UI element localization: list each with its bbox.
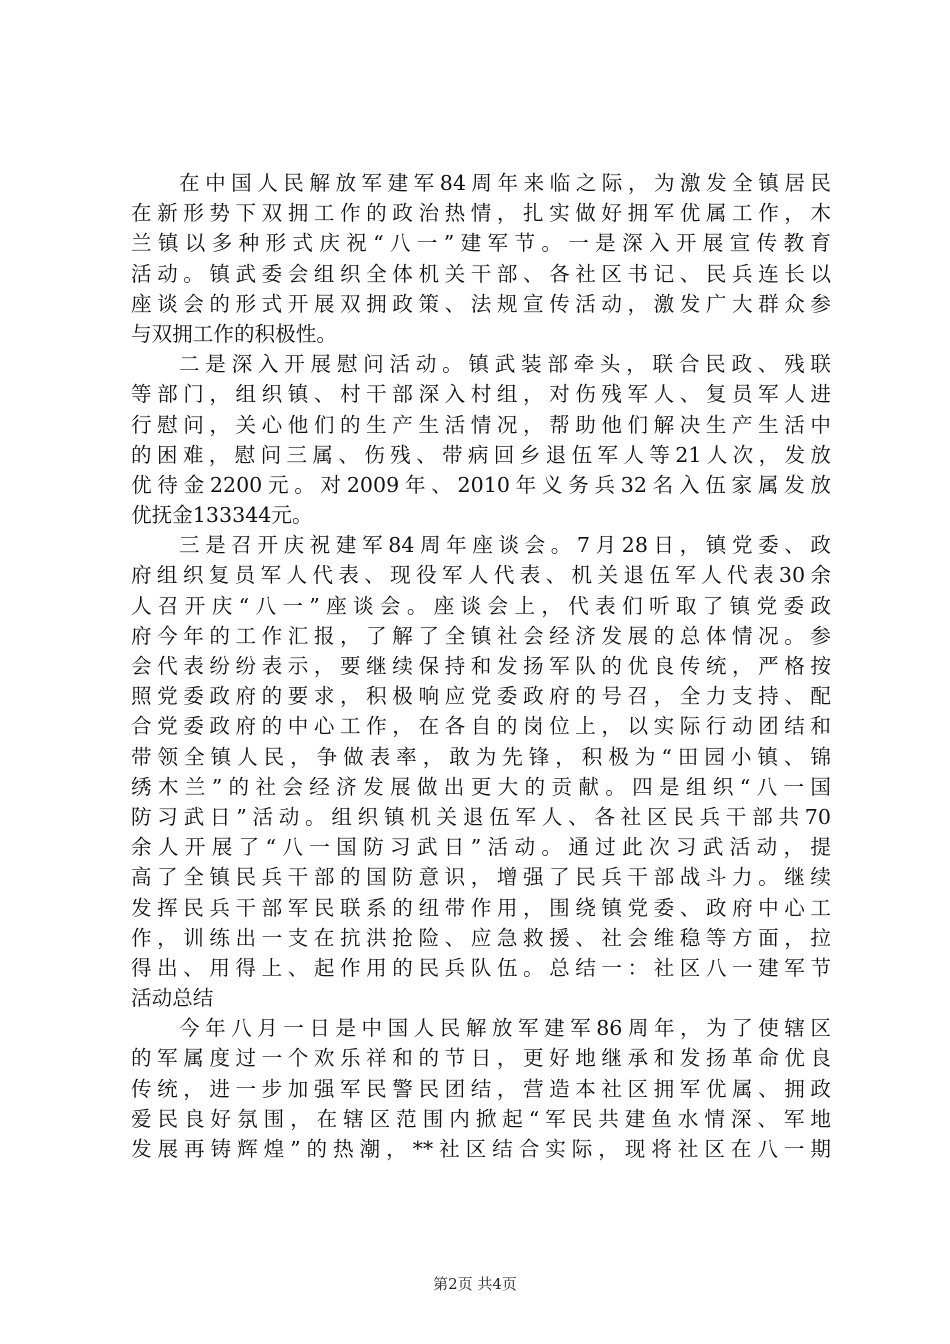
text-line: 绣木兰”的社会经济发展做出更大的贡献。四是组织“八一国 [131, 774, 831, 799]
text-line: 府组织复员军人代表、现役军人代表、机关退伍军人代表30余 [131, 563, 831, 588]
text-line: 会代表纷纷表示，要继续保持和发扬军队的优良传统，严格按 [131, 654, 831, 678]
text-line: 优抚金133344元。 [131, 503, 313, 528]
text-line: 在中国人民解放军建军84周年来临之际，为激发全镇居民 [179, 171, 831, 195]
text-line: 作，训练出一支在抗洪抢险、应急救援、社会维稳等方面，拉 [131, 925, 831, 950]
text-line: 人召开庆“八一”座谈会。座谈会上，代表们听取了镇党委政 [131, 593, 831, 618]
text-line: 活动总结 [131, 986, 214, 1011]
text-line: 得出、用得上、起作用的民兵队伍。总结一：社区八一建军节 [131, 955, 831, 980]
text-line: 在新形势下双拥工作的政治热情，扎实做好拥军优属工作，木 [131, 201, 831, 226]
text-line: 传统，进一步加强军民警民团结，营造本社区拥军优属、拥政 [131, 1076, 831, 1101]
text-line: 二是深入开展慰问活动。镇武装部牵头，联合民政、残联 [179, 352, 831, 377]
text-line: 府今年的工作汇报，了解了全镇社会经济发展的总体情况。参 [131, 623, 831, 648]
page-number-footer: 第2页 共4页 [433, 1275, 517, 1293]
text-line: 兰镇以多种形式庆祝“八一”建军节。一是深入开展宣传教育 [131, 231, 831, 256]
text-line: 合党委政府的中心工作，在各自的岗位上，以实际行动团结和 [131, 714, 831, 739]
text-line: 行慰问，关心他们的生产生活情况，帮助他们解决生产生活中 [131, 412, 831, 437]
text-line: 活动。镇武委会组织全体机关干部、各社区书记、民兵连长以 [131, 261, 831, 286]
text-line: 座谈会的形式开展双拥政策、法规宣传活动，激发广大群众参 [131, 291, 831, 316]
text-line: 余人开展了“八一国防习武日”活动。通过此次习武活动，提 [131, 835, 831, 860]
text-line: 发挥民兵干部军民联系的纽带作用，围绕镇党委、政府中心工 [131, 895, 831, 920]
text-line: 带领全镇人民，争做表率，敢为先锋，积极为“田园小镇、锦 [131, 744, 831, 769]
text-line: 与双拥工作的积极性。 [131, 321, 337, 346]
text-line: 的军属度过一个欢乐祥和的节日，更好地继承和发扬革命优良 [131, 1046, 831, 1071]
text-line: 爱民良好氛围，在辖区范围内掀起“军民共建鱼水情深、军地 [131, 1106, 831, 1131]
text-line: 照党委政府的要求，积极响应党委政府的号召，全力支持、配 [131, 684, 831, 709]
text-line: 三是召开庆祝建军84周年座谈会。7月28日，镇党委、政 [179, 533, 831, 558]
text-line: 的困难，慰问三属、伤残、带病回乡退伍军人等21人次，发放 [131, 442, 831, 467]
document-body [131, 168, 831, 1164]
text-line: 防习武日”活动。组织镇机关退伍军人、各社区民兵干部共70 [131, 804, 831, 829]
text-line: 发展再铸辉煌”的热潮，**社区结合实际，现将社区在八一期 [131, 1137, 831, 1161]
text-line: 优待金2200元。对2009年、2010年义务兵32名入伍家属发放 [131, 472, 831, 497]
text-line: 今年八月一日是中国人民解放军建军86周年，为了使辖区 [179, 1016, 831, 1041]
text-line: 高了全镇民兵干部的国防意识，增强了民兵干部战斗力。继续 [131, 865, 831, 890]
text-line: 等部门，组织镇、村干部深入村组，对伤残军人、复员军人进 [131, 382, 831, 407]
